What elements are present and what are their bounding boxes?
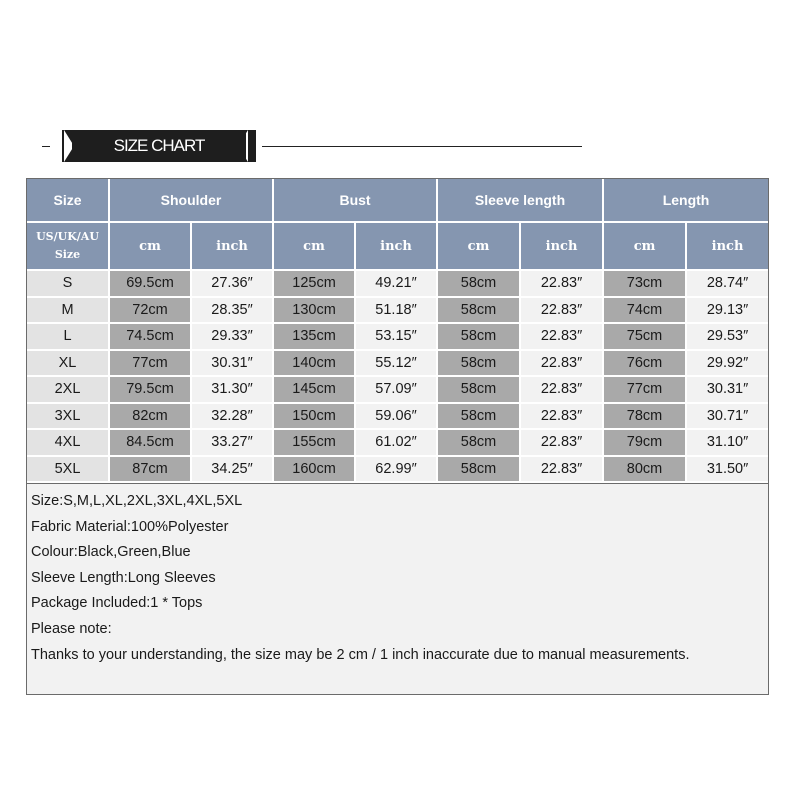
shoulder-inch-cell: 30.31″ xyxy=(191,350,273,377)
sleeve-cm-cell: 58cm xyxy=(437,376,520,403)
shoulder-cm-cell: 69.5cm xyxy=(109,270,191,297)
sleeve-cm-cell: 58cm xyxy=(437,297,520,324)
shoulder-cm-cell: 79.5cm xyxy=(109,376,191,403)
shoulder-cm-cell: 82cm xyxy=(109,403,191,430)
bust-cm-cell: 125cm xyxy=(273,270,355,297)
size-cell: M xyxy=(27,297,109,324)
bust-cm-cell: 150cm xyxy=(273,403,355,430)
shoulder-cm-cell: 74.5cm xyxy=(109,323,191,350)
length-cm-cell: 74cm xyxy=(603,297,686,324)
length-inch-cell: 31.10″ xyxy=(686,429,768,456)
length-inch-cell: 29.53″ xyxy=(686,323,768,350)
length-inch-cell: 29.92″ xyxy=(686,350,768,377)
note-colour: Colour:Black,Green,Blue xyxy=(31,544,191,561)
length-inch-cell: 30.31″ xyxy=(686,376,768,403)
bust-cm-cell: 140cm xyxy=(273,350,355,377)
table-row xyxy=(27,403,768,430)
measurements-table xyxy=(27,179,768,483)
size-cell: 3XL xyxy=(27,403,109,430)
header-shoulder: Shoulder xyxy=(109,179,273,222)
length-inch-cell: 28.74″ xyxy=(686,270,768,297)
table-row xyxy=(27,429,768,456)
length-cm-cell: 75cm xyxy=(603,323,686,350)
size-cell: 2XL xyxy=(27,376,109,403)
table-row xyxy=(27,456,768,483)
table-row xyxy=(27,297,768,324)
unit-cm: cm xyxy=(273,222,355,270)
shoulder-inch-cell: 27.36″ xyxy=(191,270,273,297)
shoulder-inch-cell: 31.30″ xyxy=(191,376,273,403)
shoulder-inch-cell: 34.25″ xyxy=(191,456,273,483)
size-cell: L xyxy=(27,323,109,350)
bust-cm-cell: 160cm xyxy=(273,456,355,483)
unit-cm: cm xyxy=(603,222,686,270)
sleeve-inch-cell: 22.83″ xyxy=(520,429,603,456)
header-size: Size xyxy=(27,179,109,222)
shoulder-inch-cell: 33.27″ xyxy=(191,429,273,456)
size-chart-banner xyxy=(0,128,800,164)
size-region-line1: US/UK/AU xyxy=(36,230,99,243)
banner-title: SIZE CHART xyxy=(72,130,246,162)
bust-inch-cell: 61.02″ xyxy=(355,429,437,456)
size-region-line2: Size xyxy=(54,248,81,261)
bust-inch-cell: 55.12″ xyxy=(355,350,437,377)
shoulder-inch-cell: 32.28″ xyxy=(191,403,273,430)
length-cm-cell: 76cm xyxy=(603,350,686,377)
note-measurement-disclaimer: Thanks to your understanding, the size may be 2 cm / 1 inch inaccurate due to manual measurements. xyxy=(31,646,690,663)
length-inch-cell: 30.71″ xyxy=(686,403,768,430)
sleeve-cm-cell: 58cm xyxy=(437,270,520,297)
product-notes xyxy=(27,483,768,694)
bust-inch-cell: 62.99″ xyxy=(355,456,437,483)
note-please-note: Please note: xyxy=(31,620,112,637)
size-cell: S xyxy=(27,270,109,297)
length-cm-cell: 77cm xyxy=(603,376,686,403)
sleeve-cm-cell: 58cm xyxy=(437,456,520,483)
bust-inch-cell: 59.06″ xyxy=(355,403,437,430)
note-package: Package Included:1 * Tops xyxy=(31,595,203,612)
size-cell: 5XL xyxy=(27,456,109,483)
table-row xyxy=(27,350,768,377)
unit-cm: cm xyxy=(109,222,191,270)
shoulder-cm-cell: 84.5cm xyxy=(109,429,191,456)
note-fabric: Fabric Material:100%Polyester xyxy=(31,518,229,535)
sleeve-cm-cell: 58cm xyxy=(437,350,520,377)
bust-inch-cell: 57.09″ xyxy=(355,376,437,403)
header-bust: Bust xyxy=(273,179,437,222)
unit-inch: inch xyxy=(191,222,273,270)
header-sleeve-length: Sleeve length xyxy=(437,179,603,222)
bust-cm-cell: 130cm xyxy=(273,297,355,324)
sleeve-inch-cell: 22.83″ xyxy=(520,270,603,297)
sleeve-inch-cell: 22.83″ xyxy=(520,403,603,430)
shoulder-inch-cell: 29.33″ xyxy=(191,323,273,350)
bust-cm-cell: 145cm xyxy=(273,376,355,403)
sleeve-inch-cell: 22.83″ xyxy=(520,456,603,483)
sleeve-cm-cell: 58cm xyxy=(437,429,520,456)
size-chart-table xyxy=(26,178,769,695)
table-row xyxy=(27,376,768,403)
size-cell: XL xyxy=(27,350,109,377)
length-cm-cell: 78cm xyxy=(603,403,686,430)
header-length: Length xyxy=(603,179,768,222)
bust-cm-cell: 155cm xyxy=(273,429,355,456)
bust-inch-cell: 49.21″ xyxy=(355,270,437,297)
sleeve-inch-cell: 22.83″ xyxy=(520,323,603,350)
unit-inch: inch xyxy=(686,222,768,270)
table-row xyxy=(27,270,768,297)
unit-inch: inch xyxy=(355,222,437,270)
length-inch-cell: 31.50″ xyxy=(686,456,768,483)
table-row xyxy=(27,323,768,350)
sleeve-inch-cell: 22.83″ xyxy=(520,297,603,324)
bust-cm-cell: 135cm xyxy=(273,323,355,350)
shoulder-cm-cell: 87cm xyxy=(109,456,191,483)
length-cm-cell: 73cm xyxy=(603,270,686,297)
sleeve-cm-cell: 58cm xyxy=(437,403,520,430)
shoulder-cm-cell: 72cm xyxy=(109,297,191,324)
unit-cm: cm xyxy=(437,222,520,270)
length-cm-cell: 80cm xyxy=(603,456,686,483)
sleeve-cm-cell: 58cm xyxy=(437,323,520,350)
bust-inch-cell: 53.15″ xyxy=(355,323,437,350)
bust-inch-cell: 51.18″ xyxy=(355,297,437,324)
shoulder-inch-cell: 28.35″ xyxy=(191,297,273,324)
size-region-label xyxy=(27,222,109,270)
note-sleeve-length: Sleeve Length:Long Sleeves xyxy=(31,569,216,586)
length-inch-cell: 29.13″ xyxy=(686,297,768,324)
shoulder-cm-cell: 77cm xyxy=(109,350,191,377)
unit-inch: inch xyxy=(520,222,603,270)
sleeve-inch-cell: 22.83″ xyxy=(520,376,603,403)
note-sizes: Size:S,M,L,XL,2XL,3XL,4XL,5XL xyxy=(31,493,243,509)
unit-row xyxy=(27,222,768,270)
banner-rule xyxy=(262,146,582,147)
banner-dash xyxy=(42,146,50,147)
header-row xyxy=(27,179,768,222)
size-cell: 4XL xyxy=(27,429,109,456)
sleeve-inch-cell: 22.83″ xyxy=(520,350,603,377)
length-cm-cell: 79cm xyxy=(603,429,686,456)
